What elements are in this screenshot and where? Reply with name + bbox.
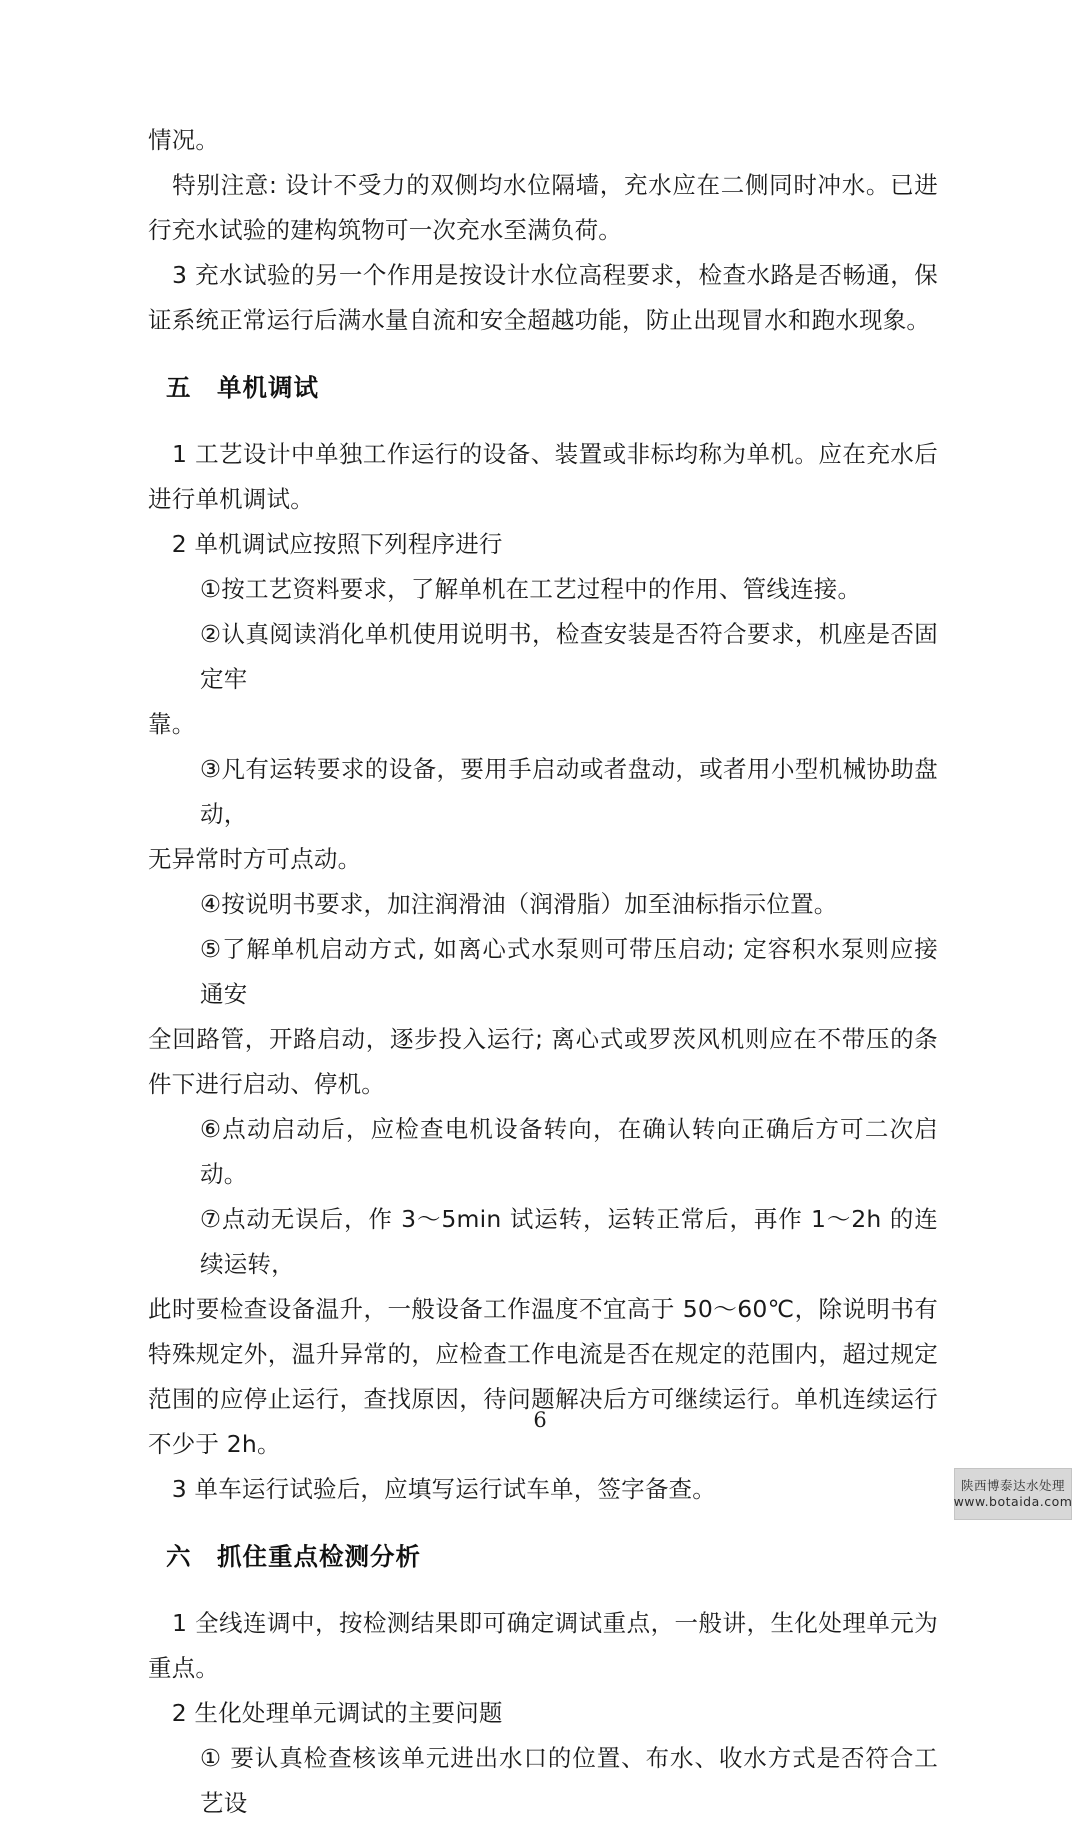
- watermark-company: 陕西博泰达水处理: [960, 1478, 1065, 1493]
- page-number: 6: [533, 1408, 547, 1432]
- list-item: ②认真阅读消化单机使用说明书，检查安装是否符合要求，机座是否固定牢: [200, 620, 938, 693]
- spacer: [148, 1579, 938, 1601]
- paragraph: 1 全线连调中，按检测结果即可确定调试重点，一般讲，生化处理单元为重点。: [148, 1609, 938, 1682]
- section-heading-5: 五 单机调试: [166, 373, 319, 402]
- paragraph: 情况。: [148, 126, 220, 154]
- paragraph-continuation: 靠。: [148, 710, 196, 738]
- list-item: ⑥点动启动后，应检查电机设备转向，在确认转向正确后方可二次启动。: [200, 1115, 938, 1188]
- list-item: ①按工艺资料要求，了解单机在工艺过程中的作用、管线连接。: [200, 575, 862, 603]
- paragraph: 1 工艺设计中单独工作运行的设备、装置或非标均称为单机。应在充水后进行单机调试。: [148, 440, 938, 513]
- section-heading-6: 六 抓住重点检测分析: [166, 1542, 421, 1571]
- list-item: ④按说明书要求，加注润滑油（润滑脂）加至油标指示位置。: [200, 890, 838, 918]
- list-item: ① 要认真检查核该单元进出水口的位置、布水、收水方式是否符合工艺设: [200, 1744, 938, 1817]
- list-item: ③凡有运转要求的设备，要用手启动或者盘动，或者用小型机械协助盘动，: [200, 755, 938, 828]
- spacer: [148, 410, 938, 432]
- paragraph-continuation: 无异常时方可点动。: [148, 845, 362, 873]
- paragraph: 3 充水试验的另一个作用是按设计水位高程要求，检查水路是否畅通，保证系统正常运行后满水量自流和安全超越功能，防止出现冒水和跑水现象。: [148, 261, 938, 334]
- paragraph: 特别注意: 设计不受力的双侧均水位隔墙，充水应在二侧同时冲水。已进行充水试验的建构筑物可一次充水至满负荷。: [148, 171, 938, 244]
- paragraph-continuation: 全回路管，开路启动，逐步投入运行; 离心式或罗茨风机则应在不带压的条件下进行启动、停机。: [148, 1025, 938, 1098]
- spacer: [148, 1512, 938, 1534]
- spacer: [148, 343, 938, 365]
- watermark-url: www.botaida.com: [953, 1494, 1073, 1509]
- paragraph-continuation: 此时要检查设备温升，一般设备工作温度不宜高于 50～60℃，除说明书有特殊规定外，温升异常的，应检查工作电流是否在规定的范围内，超过规定范围的应停止运行，查找原因，待问题解决后方可继续运行。单机连续运行不少于 2h。: [148, 1295, 938, 1458]
- list-item: ⑦点动无误后，作 3～5min 试运转，运转正常后，再作 1～2h 的连续运转，: [200, 1205, 938, 1278]
- document-body: [148, 118, 938, 1826]
- paragraph: 2 单机调试应按照下列程序进行: [148, 530, 503, 558]
- list-item: ⑤了解单机启动方式, 如离心式水泵则可带压启动; 定容积水泵则应接通安: [200, 935, 938, 1008]
- watermark: [954, 1468, 1072, 1520]
- paragraph: 3 单车运行试验后，应填写运行试车单，签字备查。: [148, 1475, 716, 1503]
- paragraph: 2 生化处理单元调试的主要问题: [148, 1699, 503, 1727]
